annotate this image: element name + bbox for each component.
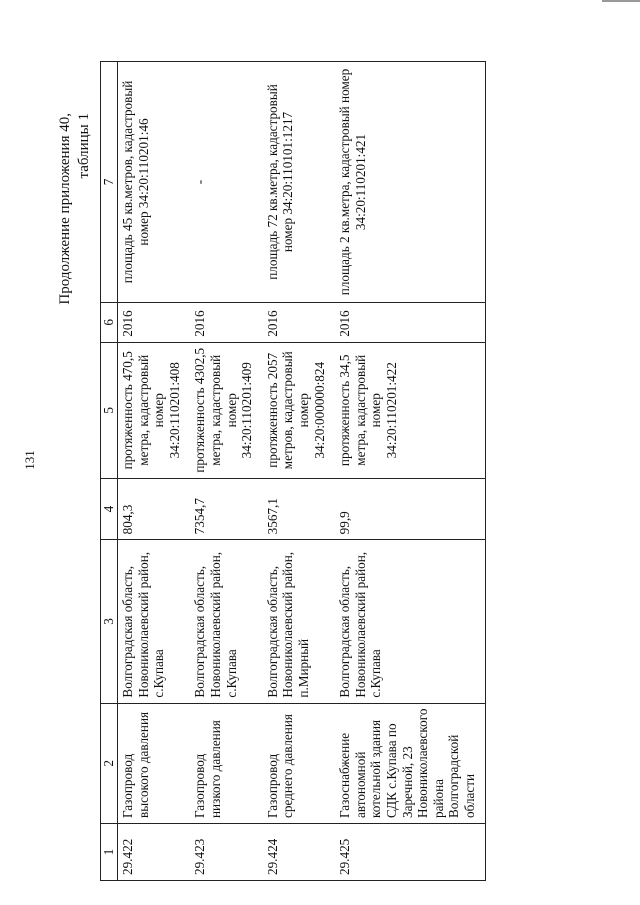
object-year: 2016 [118, 302, 191, 342]
row-id: 29.425 [335, 824, 486, 881]
object-name: Газоснабжение автономной котельной здания СДК с.Купава по Заречной, 23 Новониколаевского района Волгоградской области [335, 703, 486, 823]
appendix-heading [56, 113, 94, 343]
object-address: Волгоградская область, Новониколаевский район, п.Мирный [263, 540, 335, 703]
row-id: 29.422 [118, 824, 191, 881]
column-header-7: 7 [101, 62, 118, 303]
column-header-4: 4 [101, 478, 118, 540]
object-name: Газопровод низкого давления [190, 703, 262, 823]
column-header-3: 3 [101, 540, 118, 703]
scan-edge-mark [602, 0, 640, 2]
object-year: 2016 [335, 302, 486, 342]
object-note: площадь 2 кв.метра, кадастровый номер 34:20:110201:421 [335, 62, 486, 303]
object-note: - [190, 62, 262, 303]
appendix-heading-line2: таблицы 1 [76, 113, 92, 179]
table-row [335, 62, 486, 881]
gas-objects-table [100, 61, 486, 881]
table-row [118, 62, 191, 881]
column-header-6: 6 [101, 302, 118, 342]
object-address: Волгоградская область, Новониколаевский район, с.Купава [335, 540, 486, 703]
column-header-5: 5 [101, 342, 118, 478]
object-year: 2016 [263, 302, 335, 342]
row-id: 29.424 [263, 824, 335, 881]
appendix-heading-line1: Продолжение приложения 40, [57, 113, 73, 305]
object-name: Газопровод среднего давления [263, 703, 335, 823]
row-id: 29.423 [190, 824, 262, 881]
object-value: 7354,7 [190, 478, 262, 540]
object-note: площадь 72 кв.метра, кадастровый номер 34:20:110101:1217 [263, 62, 335, 303]
object-address: Волгоградская область, Новониколаевский район, с.Купава [118, 540, 191, 703]
object-characteristics: протяженность 470,5 метра, кадастровый номер 34:20:110201:408 [118, 342, 191, 478]
object-characteristics: протяженность 34,5 метра, кадастровый номер 34:20:110201:422 [335, 342, 486, 478]
object-name: Газопровод высокого давления [118, 703, 191, 823]
table-header-row [101, 62, 118, 881]
object-value: 99,9 [335, 478, 486, 540]
table-row [263, 62, 335, 881]
rotated-content [56, 61, 579, 891]
object-address: Волгоградская область, Новониколаевский район, с.Купава [190, 540, 262, 703]
table-row [190, 62, 262, 881]
page-number: 131 [22, 450, 37, 470]
column-header-2: 2 [101, 703, 118, 823]
object-note: площадь 45 кв.метров, кадастровый номер 34:20:110201:46 [118, 62, 191, 303]
object-characteristics: протяженность 4302,5 метра, кадастровый номер 34:20:110201:409 [190, 342, 262, 478]
object-year: 2016 [190, 302, 262, 342]
object-value: 3567,1 [263, 478, 335, 540]
column-header-1: 1 [101, 824, 118, 881]
object-value: 804,3 [118, 478, 191, 540]
object-characteristics: протяженность 2057 метров, кадастровый номер 34:20:000000:824 [263, 342, 335, 478]
